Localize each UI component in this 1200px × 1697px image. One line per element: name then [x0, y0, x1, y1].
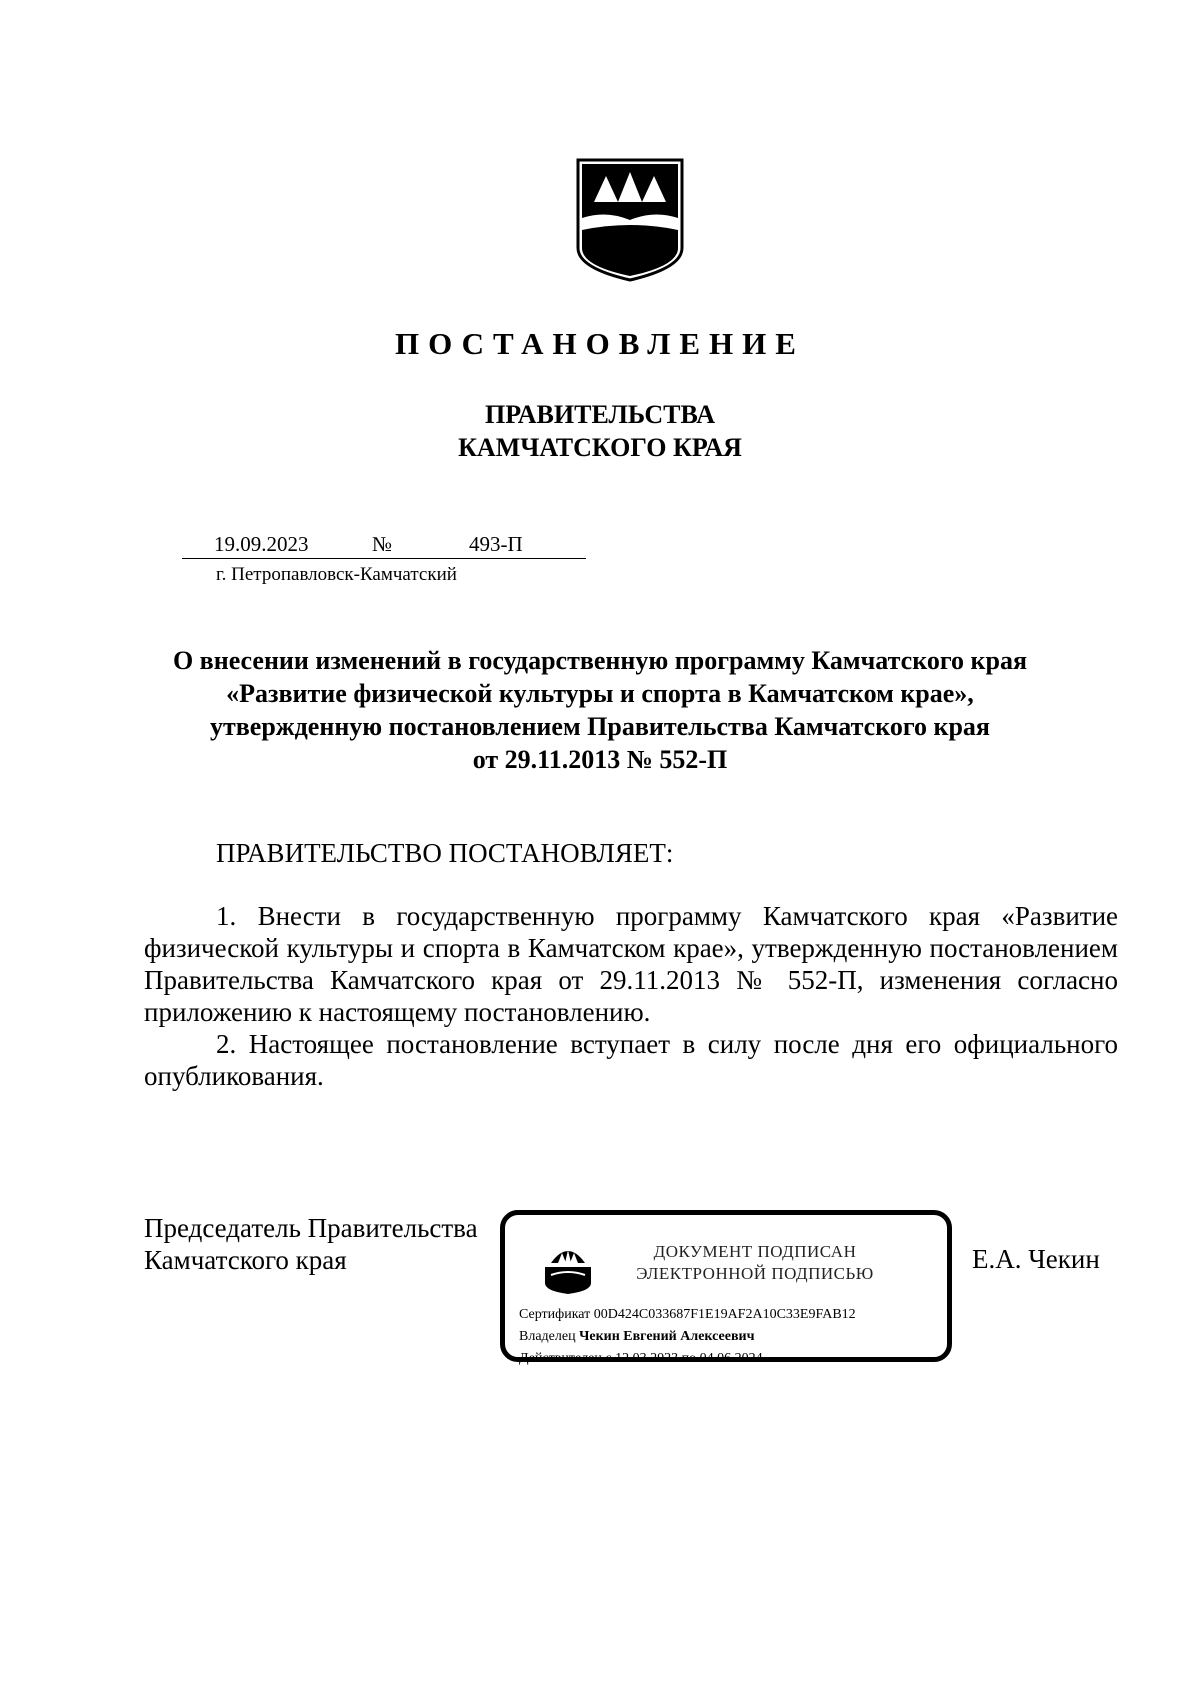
owner-label: Владелец	[519, 1329, 576, 1344]
document-city: г. Петропавловск-Камчатский	[216, 564, 457, 585]
valid-from-label: Действителен с	[519, 1351, 612, 1366]
document-number: 493-П	[469, 532, 523, 556]
valid-from-date: 12.03.2023	[615, 1351, 679, 1366]
issuer	[0, 398, 1200, 464]
document-date: 19.09.2023	[214, 532, 309, 556]
title-line: О внесении изменений в государственную программу Камчатского края	[172, 646, 1028, 675]
certificate-label: Сертификат	[519, 1307, 591, 1322]
stamp-title	[605, 1241, 905, 1285]
date-number-line	[182, 532, 586, 559]
valid-to-date: 04.06.2024	[699, 1351, 763, 1366]
signer-name: Е.А. Чекин	[972, 1244, 1100, 1274]
stamp-title-line: ЭЛЕКТРОННОЙ ПОДПИСЬЮ	[636, 1264, 874, 1283]
kamchatka-coat-of-arms-icon	[574, 156, 686, 284]
signer-position-line: Председатель Правительства	[144, 1213, 478, 1243]
issuer-line: КАМЧАТСКОГО КРАЯ	[458, 433, 742, 462]
electronic-signature-stamp	[500, 1210, 952, 1366]
document-body	[144, 900, 1118, 1092]
stamp-certificate	[519, 1307, 856, 1323]
stamp-emblem-icon	[541, 1239, 595, 1295]
valid-to-label: по	[681, 1351, 697, 1366]
title-line: утвержденную постановлением Правительства Камчатского края	[209, 712, 990, 741]
body-paragraph: 2. Настоящее постановление вступает в силу после дня его официального опубликования.	[144, 1029, 1118, 1091]
body-paragraph: 1. Внести в государственную программу Камчатского края «Развитие физической культуры и спорта в Камчатском крае», утвержденную постановлением Правительства Камчатского края от 29.11.2013 № 552-П, изменения согласно приложению к настоящему постановлению.	[144, 901, 1118, 1027]
issuer-line: ПРАВИТЕЛЬСТВА	[485, 400, 715, 429]
document-type: ПОСТАНОВЛЕНИЕ	[395, 326, 805, 361]
signer-position-line: Камчатского края	[144, 1245, 347, 1275]
title-line: «Развитие физической культуры и спорта в Камчатском крае»,	[226, 679, 974, 708]
stamp-validity	[519, 1351, 763, 1367]
number-sign: №	[372, 532, 393, 556]
title-line: от 29.11.2013 № 552-П	[472, 745, 728, 774]
resolution-heading: ПРАВИТЕЛЬСТВО ПОСТАНОВЛЯЕТ:	[216, 838, 674, 868]
document-title	[100, 644, 1100, 776]
certificate-value: 00D424C033687F1E19AF2A10C33E9FAB12	[593, 1307, 856, 1322]
stamp-title-line: ДОКУМЕНТ ПОДПИСАН	[653, 1242, 857, 1261]
owner-value: Чекин Евгений Алексеевич	[579, 1329, 755, 1344]
signer-position	[144, 1212, 478, 1276]
stamp-owner	[519, 1329, 754, 1345]
